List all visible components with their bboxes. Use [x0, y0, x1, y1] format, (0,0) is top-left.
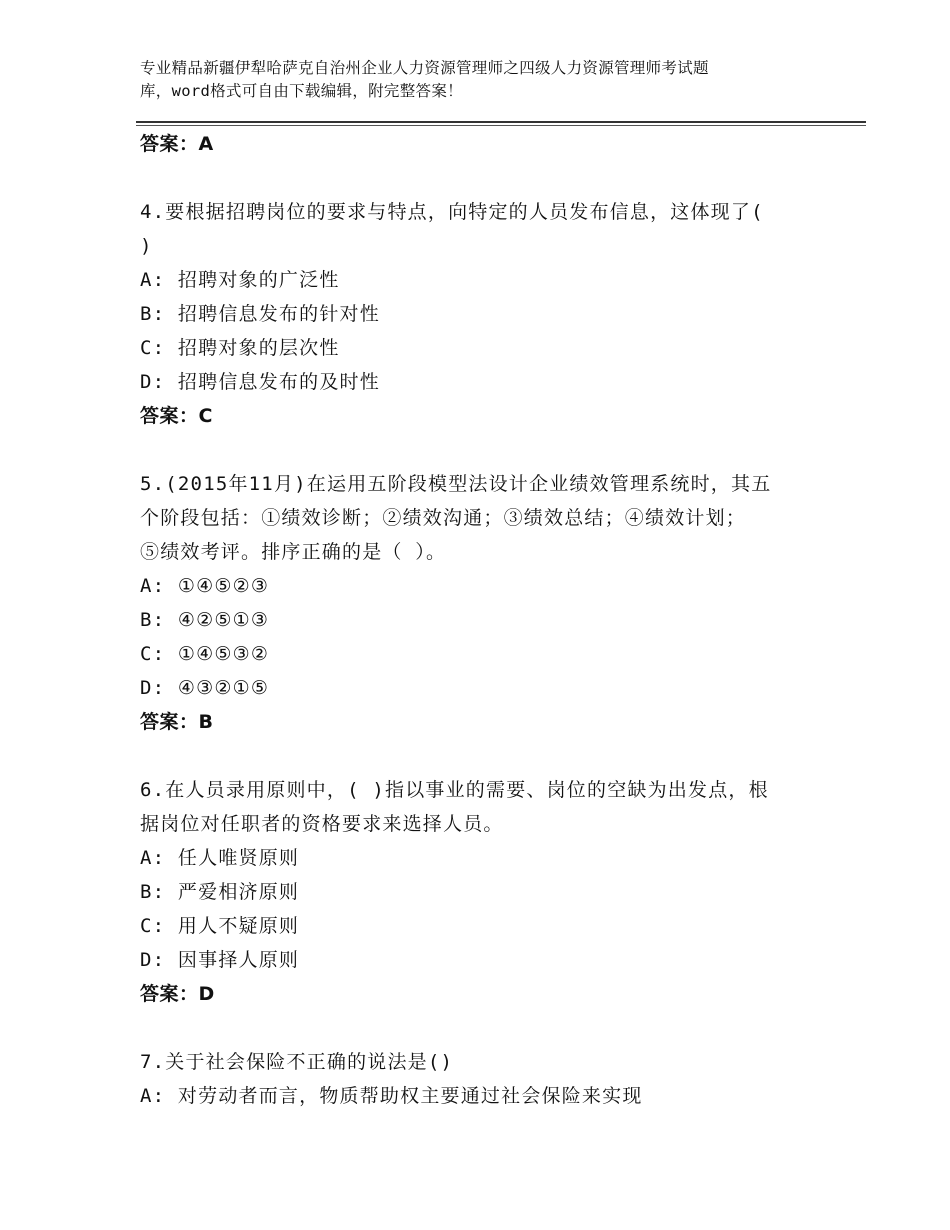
question-stem-line: 7.关于社会保险不正确的说法是()	[140, 1051, 454, 1073]
answer-label: 答案：C	[140, 405, 213, 427]
option-a: A: 对劳动者而言，物质帮助权主要通过社会保险来实现	[140, 1085, 643, 1107]
header-rule-thin	[136, 125, 866, 126]
question-stem-line: 5.(2015年11月)在运用五阶段模型法设计企业绩效管理系统时，其五	[140, 473, 772, 495]
option-c: C: 用人不疑原则	[140, 915, 300, 937]
question-5	[140, 467, 820, 739]
option-b: B: 严爱相济原则	[140, 881, 300, 903]
document-header	[140, 57, 830, 103]
question-list	[140, 127, 820, 1113]
question-7	[140, 1045, 820, 1113]
option-c: C: ①④⑤③②	[140, 643, 270, 665]
question-stem-line: 4.要根据招聘岗位的要求与特点，向特定的人员发布信息，这体现了(	[140, 201, 764, 223]
question-stem-line: 6.在人员录用原则中，( )指以事业的需要、岗位的空缺为出发点，根	[140, 779, 769, 801]
option-a: A: 任人唯贤原则	[140, 847, 300, 869]
question-4	[140, 195, 820, 433]
option-d: D: 招聘信息发布的及时性	[140, 371, 380, 393]
header-line-2: 库，word格式可自由下载编辑，附完整答案！	[140, 82, 463, 100]
option-a: A: 招聘对象的广泛性	[140, 269, 340, 291]
answer-label: 答案：B	[140, 711, 214, 733]
question-stem-line: ⑤绩效考评。排序正确的是（ ）。	[140, 541, 447, 563]
option-d: D: ④③②①⑤	[140, 677, 270, 699]
answer-label: 答案：A	[140, 133, 214, 155]
option-d: D: 因事择人原则	[140, 949, 300, 971]
spacer	[140, 739, 820, 773]
question-3	[140, 127, 820, 161]
question-stem-line: 个阶段包括：①绩效诊断；②绩效沟通；③绩效总结；④绩效计划；	[140, 507, 747, 529]
header-rule-thick	[136, 121, 866, 123]
question-stem-line: 据岗位对任职者的资格要求来选择人员。	[140, 813, 504, 835]
option-b: B: ④②⑤①③	[140, 609, 270, 631]
spacer	[140, 1011, 820, 1045]
question-6	[140, 773, 820, 1011]
header-line-1: 专业精品新疆伊犁哈萨克自治州企业人力资源管理师之四级人力资源管理师考试题	[140, 59, 709, 77]
option-c: C: 招聘对象的层次性	[140, 337, 340, 359]
answer-label: 答案：D	[140, 983, 215, 1005]
option-b: B: 招聘信息发布的针对性	[140, 303, 380, 325]
question-stem-line: )	[140, 235, 153, 257]
option-a: A: ①④⑤②③	[140, 575, 270, 597]
spacer	[140, 161, 820, 195]
spacer	[140, 433, 820, 467]
